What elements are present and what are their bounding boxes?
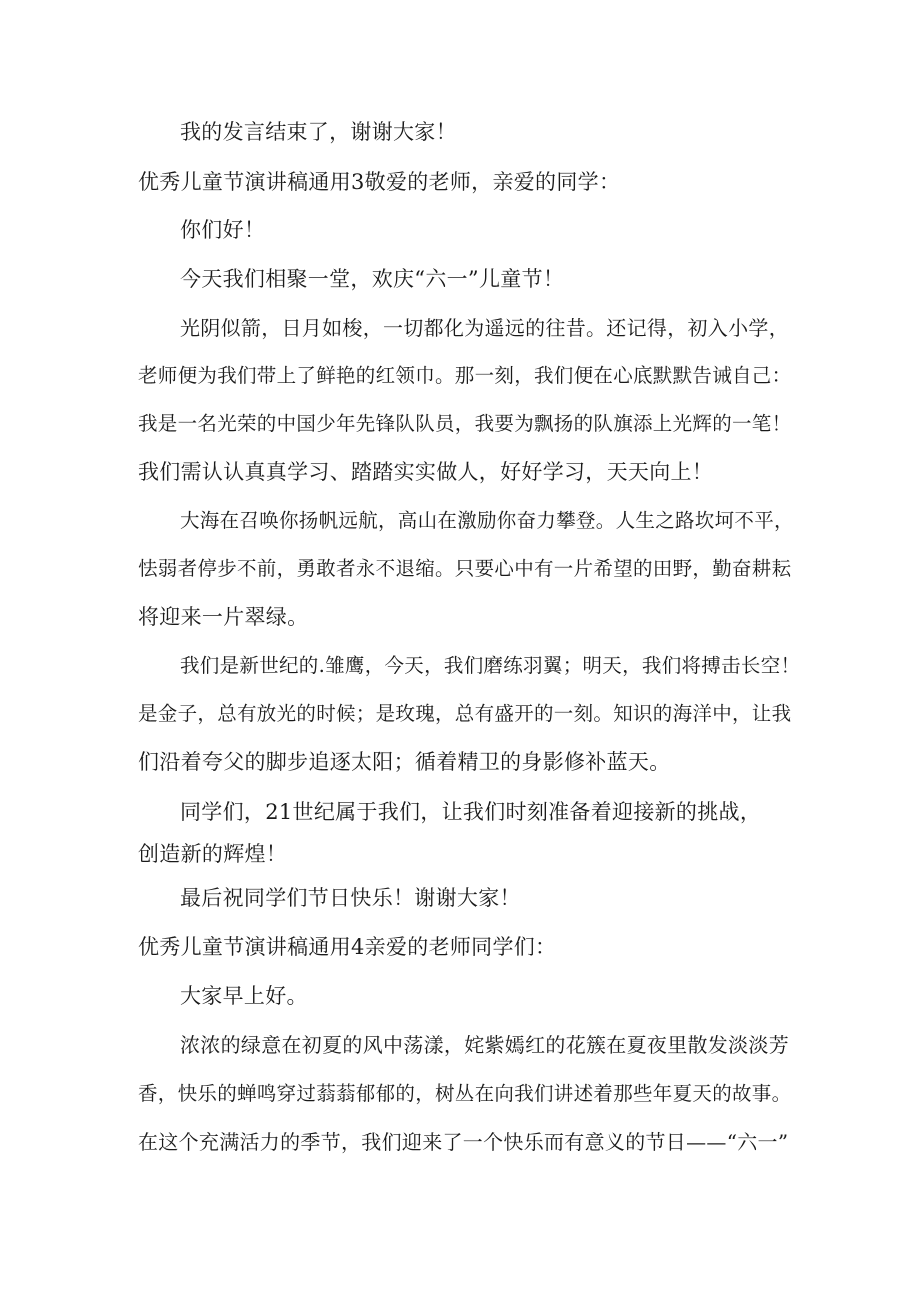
greeting-line: 你们好！	[180, 218, 266, 242]
paragraph-line: 我们是新世纪的.雏鹰，今天，我们磨练羽翼；明天，我们将搏击长空！	[180, 654, 801, 677]
paragraph-line: 老师便为我们带上了鲜艳的红领巾。那一刻，我们便在心底默默告诫自己：	[138, 364, 792, 387]
paragraph-line: 我们需认认真真学习、踏踏实实做人，好好学习，天天向上！	[138, 460, 714, 484]
paragraph-line: 浓浓的绿意在初夏的风中荡漾，姹紫嫣红的花簇在夏夜里散发淡淡芳	[180, 1033, 789, 1057]
paragraph-line: 香，快乐的蝉鸣穿过蓊蓊郁郁的，树丛在向我们讲述着那些年夏天的故事。	[138, 1082, 792, 1105]
paragraph-line: 是金子，总有放光的时候；是玫瑰，总有盛开的一刻。知识的海洋中，让我	[138, 702, 792, 725]
paragraph-line: 同学们，21世纪属于我们，让我们时刻准备着迎接新的挑战，	[180, 800, 762, 824]
paragraph-line: 在这个充满活力的季节，我们迎来了一个快乐而有意义的节日——“六一”	[138, 1130, 789, 1154]
paragraph-line: 创造新的辉煌！	[138, 842, 288, 866]
paragraph-line: 我是一名光荣的中国少年先锋队队员，我要为飘扬的队旗添上光辉的一笔！	[138, 412, 792, 435]
greeting-line: 大家早上好。	[180, 984, 308, 1008]
paragraph-line: 将迎来一片翠绿。	[138, 605, 309, 629]
speech-3-heading: 优秀儿童节演讲稿通用3敬爱的老师，亲爱的同学：	[138, 170, 621, 194]
paragraph-line: 们沿着夸父的脚步追逐太阳；循着精卫的身影修补蓝天。	[138, 750, 671, 774]
paragraph-line: 今天我们相聚一堂，欢庆“六一”儿童节！	[180, 267, 565, 291]
paragraph-line: 怯弱者停步不前，勇敢者永不退缩。只要心中有一片希望的田野，勤奋耕耘	[138, 557, 792, 580]
paragraph-line: 大海在召唤你扬帆远航，高山在激励你奋力攀登。人生之路坎坷不平，	[180, 509, 794, 532]
paragraph-line: 光阴似箭，日月如梭，一切都化为遥远的往昔。还记得，初入小学，	[180, 316, 789, 340]
speech-4-heading: 优秀儿童节演讲稿通用4亲爱的老师同学们：	[138, 935, 557, 959]
paragraph-line: 最后祝同学们节日快乐！谢谢大家！	[180, 886, 521, 910]
paragraph-closing: 我的发言结束了，谢谢大家！	[180, 120, 457, 144]
